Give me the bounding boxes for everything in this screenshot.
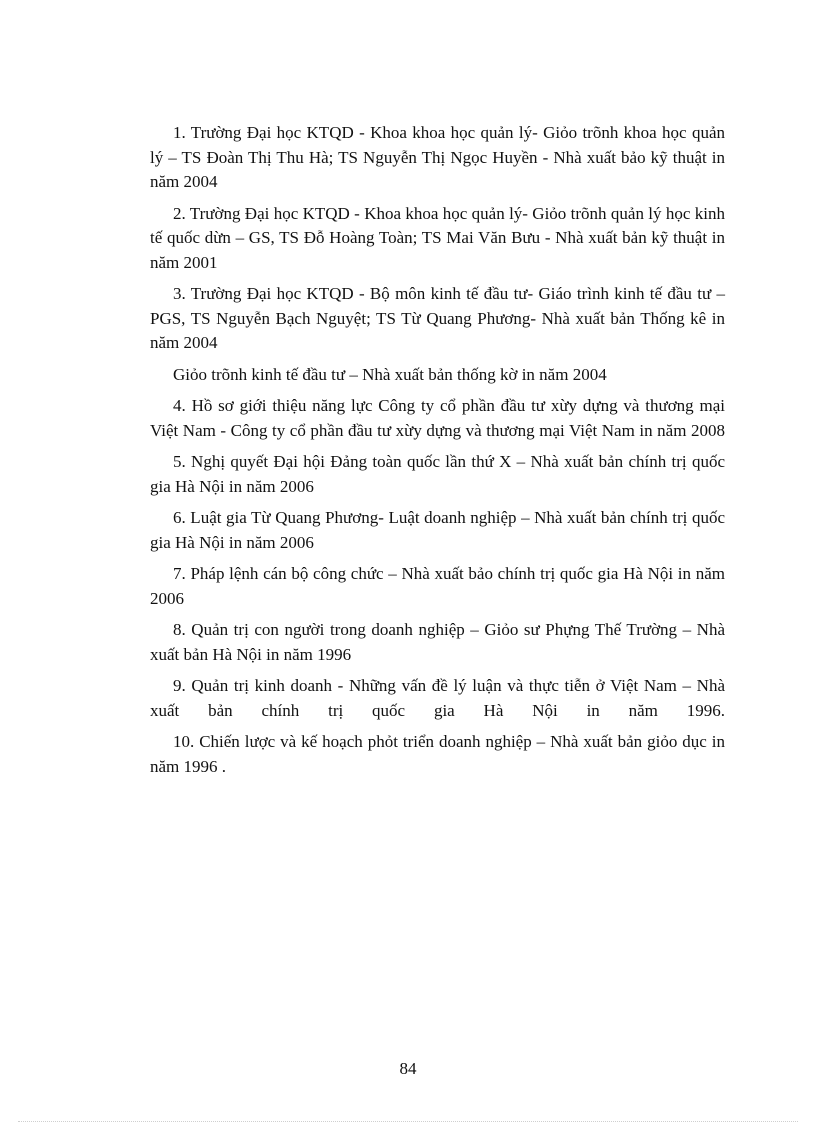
reference-item-5: 5. Nghị quyết Đại hội Đảng toàn quốc lần thứ X – Nhà xuất bản chính trị quốc gia Hà Nội in năm 2006 <box>150 452 725 496</box>
reference-item-6: 6. Luật gia Từ Quang Phương- Luật doanh nghiệp – Nhà xuất bản chính trị quốc gia Hà Nội in năm 2006 <box>150 508 725 552</box>
page-number: 84 <box>399 1059 417 1078</box>
reference-item-1: 1. Trường Đại học KTQD - Khoa khoa học quản lý- Giỏo trõnh khoa học quản lý – TS Đoàn Thị Thu Hà; TS Nguyễn Thị Ngọc Huyền - Nhà xuất bảo kỹ thuật in năm 2004 <box>150 123 725 191</box>
reference-item-4: 4. Hồ sơ giới thiệu năng lực Công ty cổ phần đầu tư xừy dựng và thương mại Việt Nam - Công ty cổ phần đầu tư xừy dựng và thương mại Việt Nam in năm 2008 <box>150 396 725 440</box>
footer-divider <box>18 1121 798 1122</box>
reference-item-7: 7. Pháp lệnh cán bộ công chức – Nhà xuất bảo chính trị quốc gia Hà Nội in năm 2006 <box>150 564 725 608</box>
reference-item-10: 10. Chiến lược và kế hoạch phỏt triển doanh nghiệp – Nhà xuất bản giỏo dục in năm 1996 . <box>150 732 725 776</box>
reference-item-3-note: Giỏo trõnh kinh tế đầu tư – Nhà xuất bản thống kờ in năm 2004 <box>173 364 607 384</box>
reference-item-8: 8. Quản trị con người trong doanh nghiệp – Giỏo sư Phựng Thế Trường – Nhà xuất bản Hà Nội in năm 1996 <box>150 620 725 664</box>
reference-item-2: 2. Trường Đại học KTQD - Khoa khoa học quản lý- Giỏo trõnh quản lý học kinh tế quốc dừn – GS, TS Đỗ Hoàng Toàn; TS Mai Văn Bưu - Nhà xuất bản kỹ thuật in năm 2001 <box>150 203 725 272</box>
reference-list <box>150 121 725 786</box>
reference-item-9: 9. Quản trị kinh doanh - Những vấn đề lý luận và thực tiễn ở Việt Nam – Nhà xuất bản chính trị quốc gia Hà Nội in năm 1996. <box>150 676 725 720</box>
reference-item-3: 3. Trường Đại học KTQD - Bộ môn kinh tế đầu tư- Giáo trình kinh tế đầu tư – PGS, TS Nguyễn Bạch Nguyệt; TS Từ Quang Phương- Nhà xuất bản Thống kê in năm 2004 <box>150 284 725 352</box>
